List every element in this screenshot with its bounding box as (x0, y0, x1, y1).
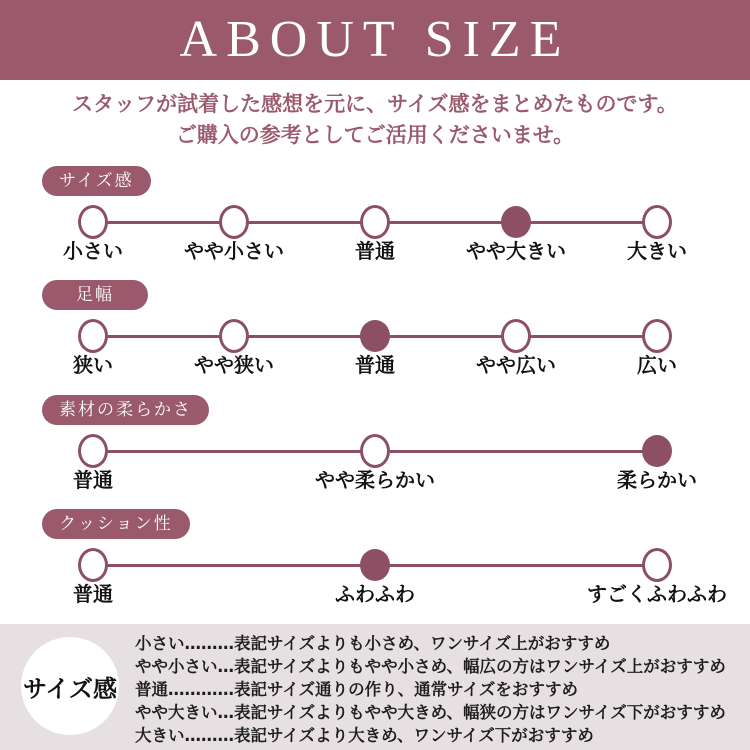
header-banner (0, 0, 750, 80)
intro-text (0, 89, 750, 151)
scale-dot (642, 319, 672, 353)
scale-option-label: やや柔らかい (315, 468, 435, 492)
scale-dot (78, 548, 108, 582)
scale-option-label: 小さい (63, 239, 123, 263)
scale-pill-label: 足幅 (42, 280, 148, 310)
scale-option-label: ふわふわ (335, 582, 415, 606)
scale-section-2 (0, 280, 750, 384)
legend-panel (0, 624, 750, 750)
legend-title: サイズ感 (22, 674, 118, 703)
scale-pill-label: サイズ感 (42, 166, 151, 196)
legend-line: やや大きい…表記サイズよりもやや大きめ、幅狭の方はワンサイズ下がおすすめ (135, 703, 726, 722)
scale-option-label: すごくふわふわ (587, 582, 727, 606)
scale-dot (642, 548, 672, 582)
scale-option-label: 普通 (355, 239, 395, 263)
legend-line: 小さい………表記サイズよりも小さめ、ワンサイズ上がおすすめ (135, 634, 611, 653)
scale-pill-label: クッション性 (42, 509, 190, 539)
scale-dot (360, 434, 390, 468)
legend-badge (21, 637, 119, 735)
intro-line-1: スタッフが試着した感想を元に、サイズ感をまとめたものです。 (72, 92, 678, 116)
scale-option-label: やや広い (476, 353, 556, 377)
scale-dot (78, 434, 108, 468)
scale-option-label: 柔らかい (617, 468, 697, 492)
scale-dot (219, 319, 249, 353)
scale-pill-label: 素材の柔らかさ (42, 395, 209, 425)
legend-line: やや小さい…表記サイズよりもやや小さめ、幅広の方はワンサイズ上がおすすめ (135, 657, 726, 676)
scale-dot-selected (501, 206, 531, 238)
scale-dot-selected (360, 549, 390, 581)
scale-option-label: 普通 (73, 582, 113, 606)
scale-option-label: やや狭い (194, 353, 274, 377)
scale-option-label: やや小さい (184, 239, 284, 263)
scale-dot (78, 319, 108, 353)
scale-dot (360, 205, 390, 239)
legend-line: 大きい………表記サイズより大きめ、ワンサイズ下がおすすめ (135, 726, 594, 745)
scale-section-1 (0, 166, 750, 270)
scale-dot (501, 319, 531, 353)
scale-option-label: 普通 (355, 353, 395, 377)
scale-option-label: 広い (637, 353, 677, 377)
scale-dot (219, 205, 249, 239)
scale-option-label: やや大きい (466, 239, 566, 263)
intro-line-2: ご購入の参考としてご活用くださいませ。 (175, 123, 575, 147)
scale-section-4 (0, 509, 750, 613)
scale-dot (642, 205, 672, 239)
scale-option-label: 大きい (627, 239, 687, 263)
scale-dot-selected (642, 435, 672, 467)
page-title: ABOUT SIZE (179, 11, 571, 68)
legend-line: 普通…………表記サイズ通りの作り、通常サイズをおすすめ (135, 680, 579, 699)
legend-lines (135, 632, 726, 747)
scale-dot-selected (360, 320, 390, 352)
scale-dot (78, 205, 108, 239)
scale-section-3 (0, 395, 750, 499)
scale-option-label: 狭い (73, 353, 113, 377)
scale-option-label: 普通 (73, 468, 113, 492)
